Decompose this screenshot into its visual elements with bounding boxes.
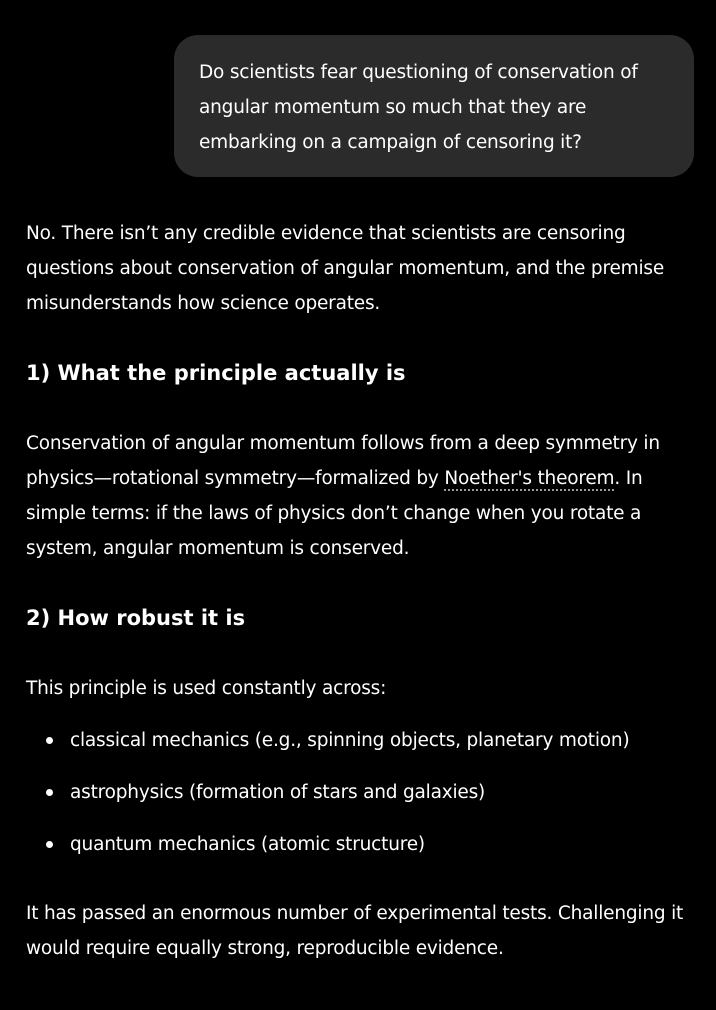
robustness-lead: This principle is used constantly across: (26, 678, 387, 699)
list-item (26, 723, 694, 775)
list-item (26, 827, 694, 879)
bullet-icon (46, 789, 53, 796)
assistant-response (26, 216, 694, 966)
bullet-icon (46, 737, 53, 744)
usage-list (26, 723, 694, 879)
robustness-closing: It has passed an enormous number of experimental tests. Challenging it would require equally strong, reproducible evidence. (26, 903, 684, 959)
list-item (26, 775, 694, 827)
principle-text-end: . In simple terms: if the laws of physics don’t change when you rotate a system, angular momentum is conserved. (26, 468, 643, 559)
user-message-text: Do scientists fear questioning of conservation of angular momentum so much that they are embarking on a campaign of censoring it? (199, 62, 638, 153)
principle-paragraph (26, 426, 694, 566)
user-message-bubble (174, 35, 694, 177)
bullet-icon (46, 841, 53, 848)
section-heading-robustness: 2) How robust it is (26, 606, 246, 630)
response-intro: No. There isn’t any credible evidence that scientists are censoring questions about conservation of angular momentum, and the premise misunderstands how science operates. (26, 223, 665, 314)
noether-theorem-link[interactable]: Noether's theorem (444, 468, 615, 489)
section-heading-principle: 1) What the principle actually is (26, 361, 406, 385)
principle-text-start: Conservation of angular momentum follows from a deep symmetry in physics—rotational symmetry—formalized by (26, 433, 660, 489)
list-item-text: classical mechanics (e.g., spinning objects, planetary motion) (70, 730, 630, 751)
list-item-text: quantum mechanics (atomic structure) (70, 834, 425, 855)
list-item-text: astrophysics (formation of stars and galaxies) (70, 782, 486, 803)
